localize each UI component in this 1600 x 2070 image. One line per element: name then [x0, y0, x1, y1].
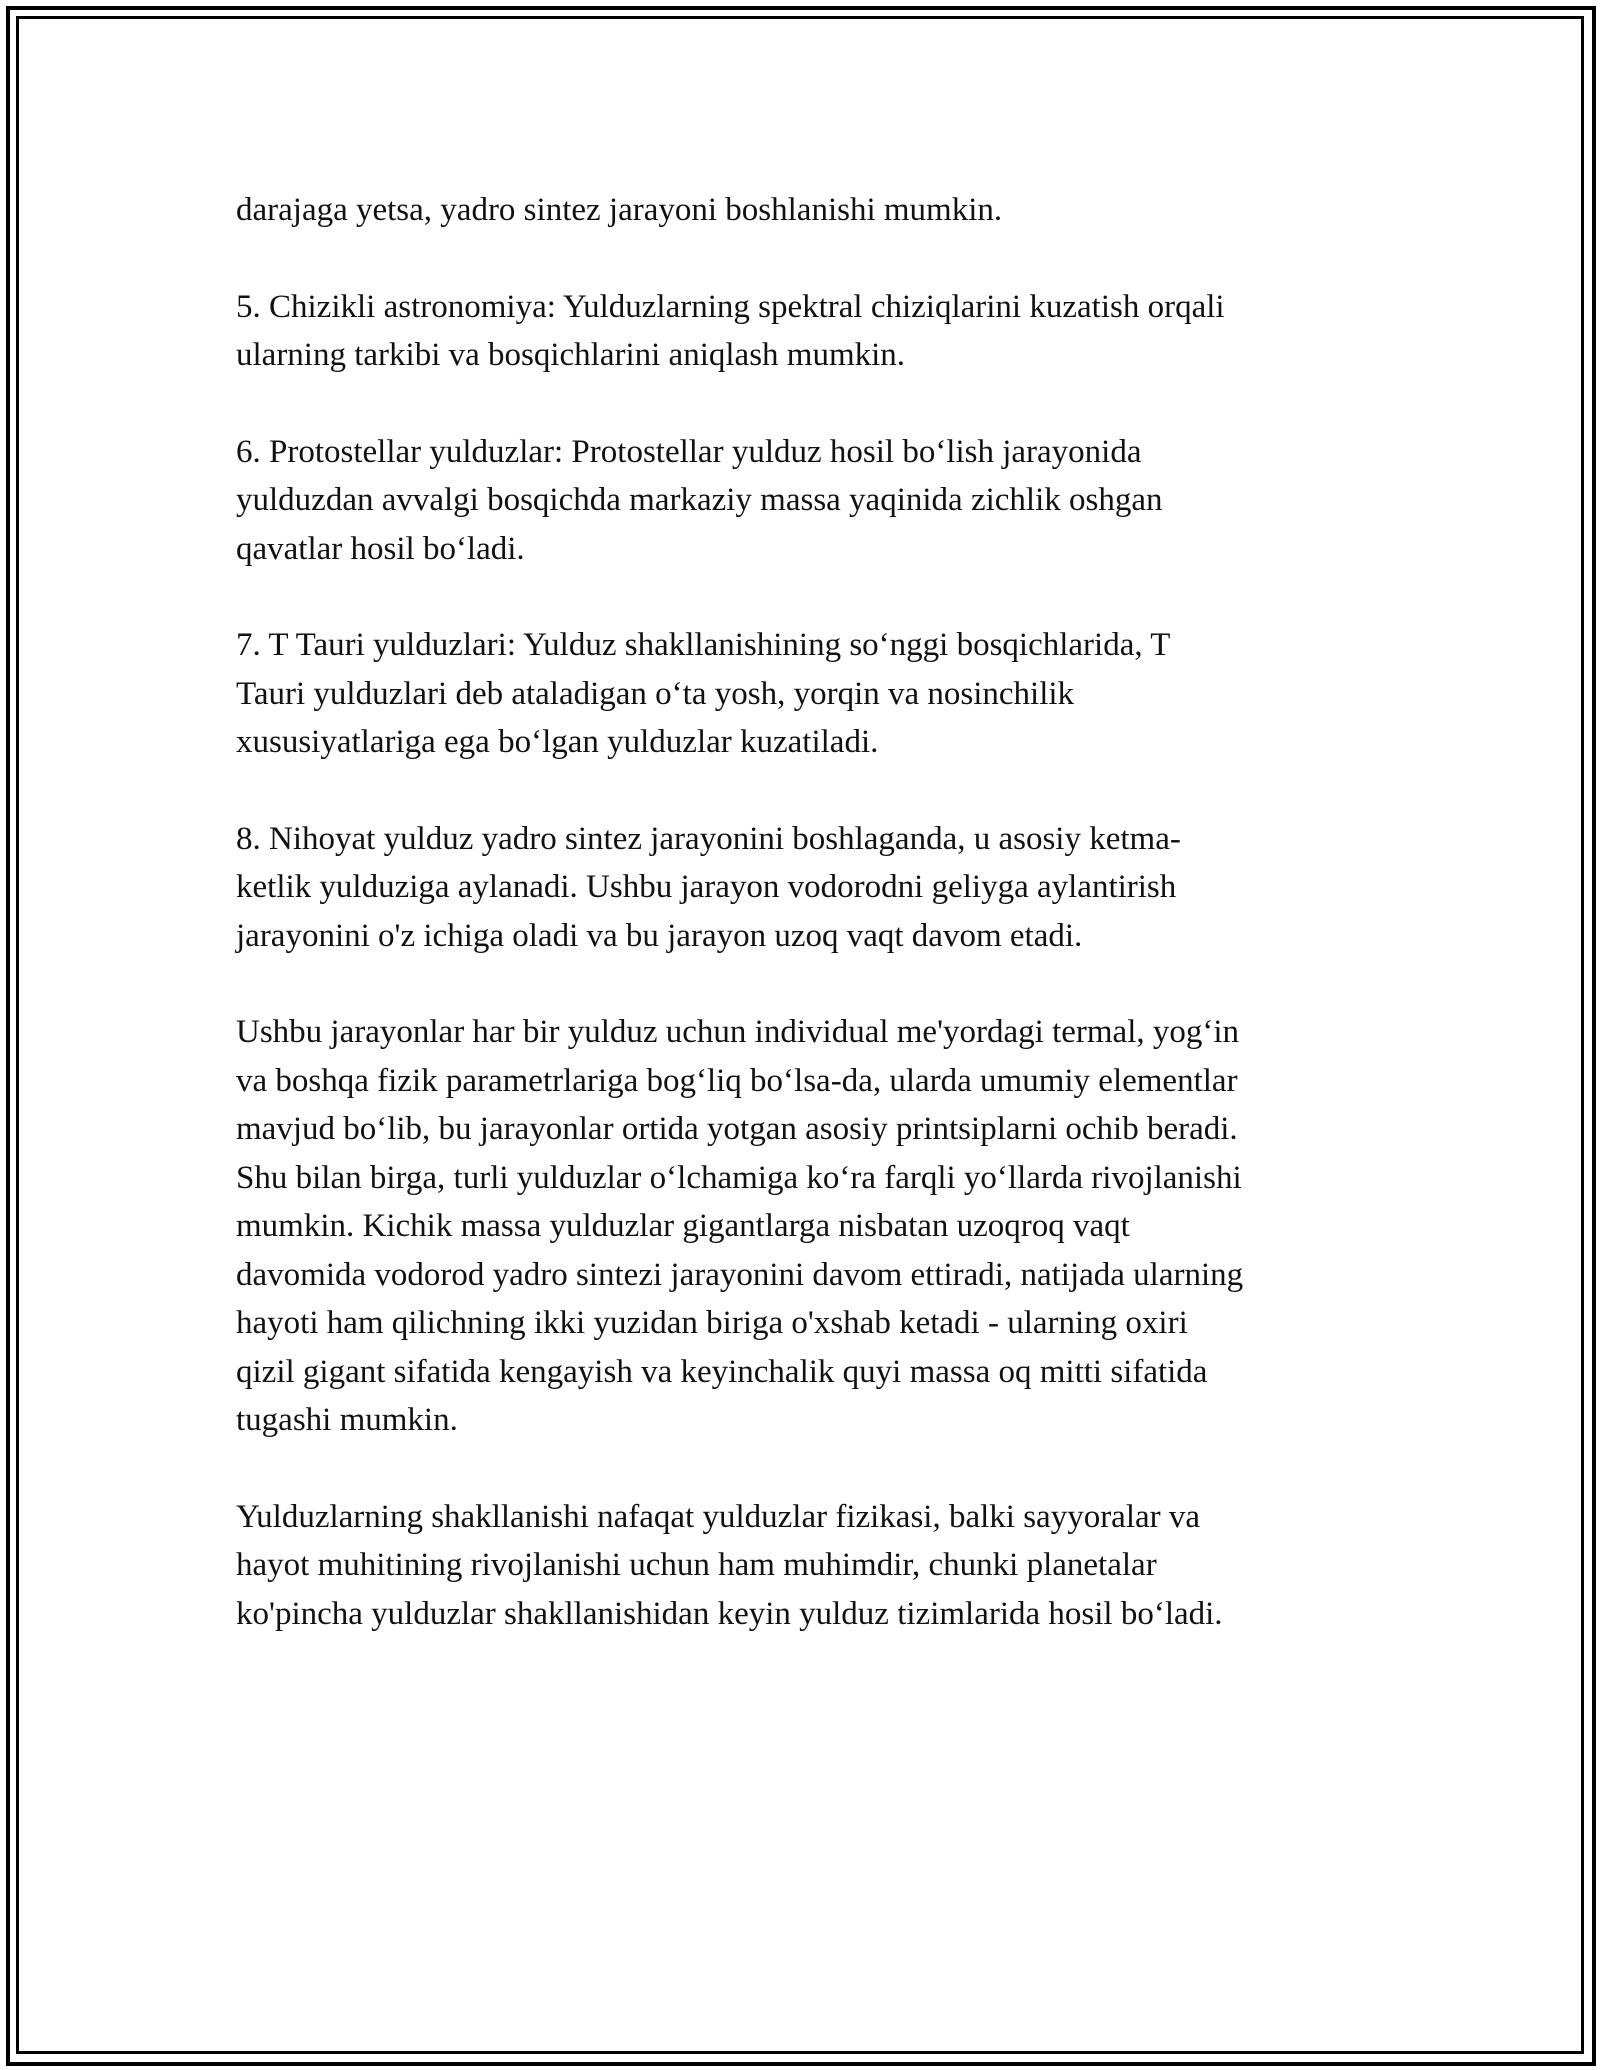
- text-line: mavjud bo‘lib, bu jarayonlar ortida yotgan asosiy printsiplarni ochib beradi.: [236, 1111, 1238, 1147]
- text-line: darajaga yetsa, yadro sintez jarayoni boshlanishi mumkin.: [236, 192, 1003, 228]
- text-line: davomida vodorod yadro sintezi jarayonini davom ettiradi, natijada ularning: [236, 1256, 1244, 1293]
- text-line: tugashi mumkin.: [236, 1402, 458, 1438]
- document-body: [236, 186, 1366, 1686]
- paragraph-item-8: [236, 815, 1366, 961]
- text-line: hayot muhitining rivojlanishi uchun ham muhimdir, chunki planetalar: [236, 1547, 1157, 1583]
- text-line: Shu bilan birga, turli yulduzlar o‘lchamiga ko‘ra farqli yo‘llarda rivojlanishi: [236, 1159, 1242, 1196]
- text-line: jarayonini o'z ichiga oladi va bu jarayon uzoq vaqt davom etadi.: [236, 917, 1083, 954]
- text-line: xususiyatlariga ega bo‘lgan yulduzlar kuzatiladi.: [236, 724, 879, 760]
- text-line: hayoti ham qilichning ikki yuzidan biriga o'xshab ketadi - ularning oxiri: [236, 1305, 1188, 1341]
- text-line: 6. Protostellar yulduzlar: Protostellar yulduz hosil bo‘lish jarayonida: [236, 433, 1142, 470]
- text-line: ketlik yulduziga aylanadi. Ushbu jarayon vodorodni geliyga aylantirish: [236, 869, 1177, 905]
- text-line: yulduzdan avvalgi bosqichda markaziy massa yaqinida zichlik oshgan: [236, 482, 1163, 518]
- paragraph-conclusion: [236, 1493, 1366, 1639]
- text-line: 8. Nihoyat yulduz yadro sintez jarayonini boshlaganda, u asosiy ketma-: [236, 820, 1181, 857]
- text-line: ularning tarkibi va bosqichlarini aniqlash mumkin.: [236, 337, 906, 373]
- text-line: Tauri yulduzlari deb ataladigan o‘ta yosh, yorqin va nosinchilik: [236, 675, 1075, 712]
- paragraph-continuation: [236, 186, 1366, 235]
- paragraph-item-5: [236, 283, 1366, 380]
- text-line: ko'pincha yulduzlar shakllanishidan keyin yulduz tizimlarida hosil bo‘ladi.: [236, 1595, 1223, 1632]
- text-line: mumkin. Kichik massa yulduzlar gigantlarga nisbatan uzoqroq vaqt: [236, 1208, 1130, 1244]
- text-line: Ushbu jarayonlar har bir yulduz uchun individual me'yordagi termal, yog‘in: [236, 1014, 1240, 1050]
- text-line: Yulduzlarning shakllanishi nafaqat yulduzlar fizikasi, balki sayyoralar va: [236, 1498, 1201, 1535]
- paragraph-item-6: [236, 428, 1366, 574]
- paragraph-item-7: [236, 621, 1366, 767]
- paragraph-summary: [236, 1008, 1366, 1445]
- text-line: qizil gigant sifatida kengayish va keyinchalik quyi massa oq mitti sifatida: [236, 1353, 1208, 1390]
- text-line: va boshqa fizik parametrlariga bog‘liq bo‘lsa-da, ularda umumiy elementlar: [236, 1062, 1238, 1099]
- text-line: qavatlar hosil bo‘ladi.: [236, 530, 525, 567]
- text-line: 7. T Tauri yulduzlari: Yulduz shakllanishining so‘nggi bosqichlarida, T: [236, 627, 1171, 663]
- text-line: 5. Chizikli astronomiya: Yulduzlarning spektral chiziqlarini kuzatish orqali: [236, 288, 1225, 325]
